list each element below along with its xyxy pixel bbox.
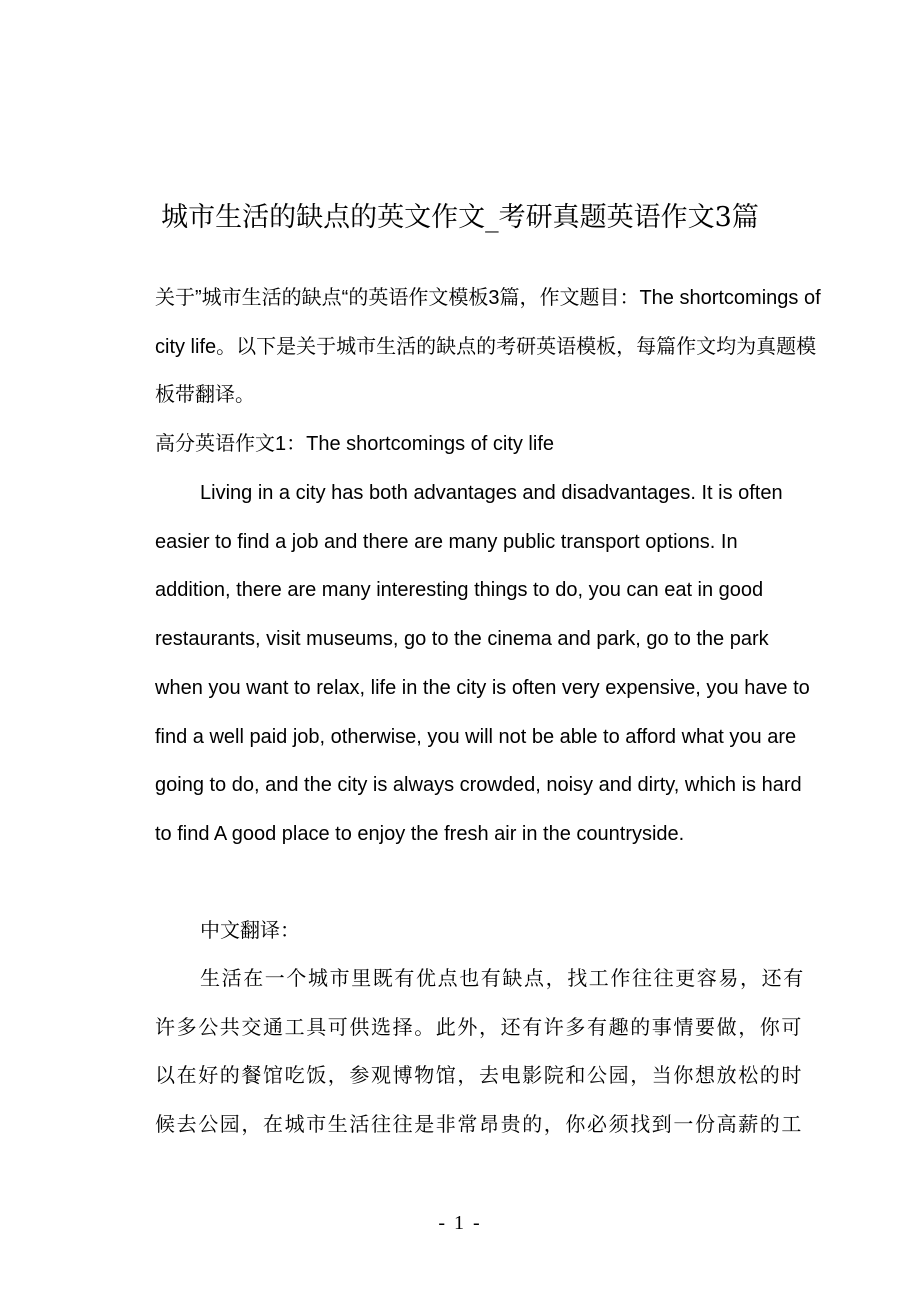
document-title: 城市生活的缺点的英文作文_考研真题英语作文3篇	[161, 202, 759, 233]
intro-paragraph: 关于”城市生活的缺点“的英语作文模板3篇，作文题目：The shortcomings of city life。以下是关于城市生活的缺点的考研英语模板，每篇作文均为真题模板带翻译。	[155, 287, 821, 407]
chinese-translation-paragraph: 生活在一个城市里既有优点也有缺点，找工作往往更容易，还有许多公共交通工具可供选择。此外，还有许多有趣的事情要做，你可以在好的餐馆吃饭，参观博物馆，去电影院和公园，当你想放松的时候去公园，在城市生活往往是非常昂贵的，你必须找到一份高薪的工	[155, 968, 805, 1137]
english-essay-paragraph: Living in a city has both advantages and disadvantages. It is often easier to find a job and there are many public transport options. In addition, there are many interesting things to do, you can eat in good restaurants, visit museums, go to the cinema and park, go to the park when you want to relax, life in the city is often very expensive, you have to find a well paid job, otherwise, you will not be able to afford what you are going to do, and the city is always crowded, noisy and dirty, which is hard to find A good place to enjoy the fresh air in the countryside.	[155, 482, 810, 845]
essay-heading: 高分英语作文1：The shortcomings of city life	[155, 433, 554, 455]
page-number: - 1 -	[438, 1212, 482, 1234]
translation-label: 中文翻译：	[200, 920, 300, 942]
